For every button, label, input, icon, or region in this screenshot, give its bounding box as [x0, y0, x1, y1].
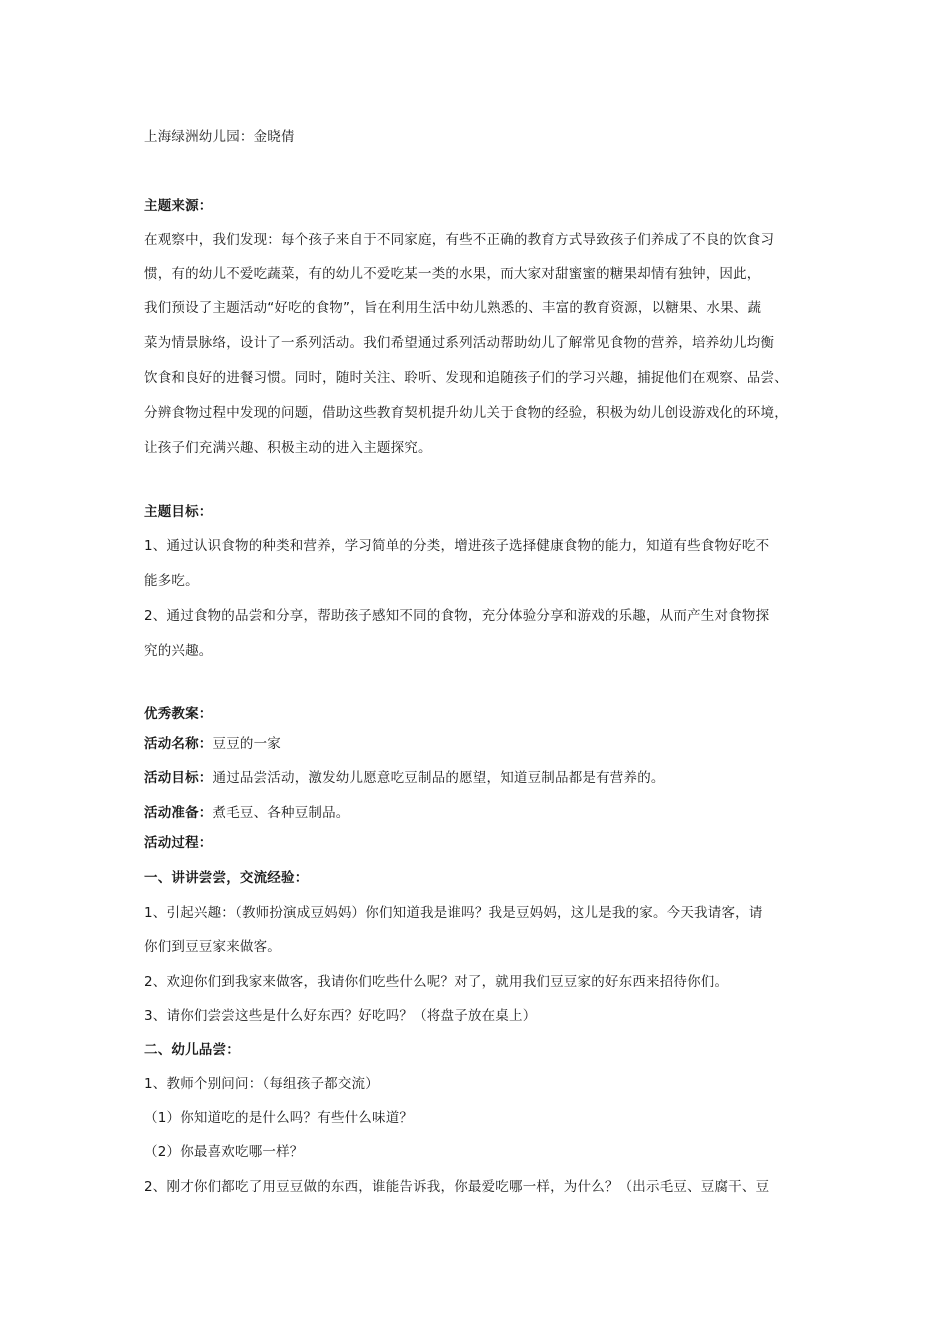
source-line: 让孩子们充满兴趣、积极主动的进入主题探究。 [144, 440, 432, 456]
source-line: 在观察中，我们发现：每个孩子来自于不同家庭，有些不正确的教育方式导致孩子们养成了不良的饮食习 [144, 232, 775, 248]
activity-prep-label: 活动准备： [144, 805, 213, 821]
step2-heading: 二、幼儿品尝： [144, 1042, 240, 1058]
goals-line: 1、通过认识食物的种类和营养，学习简单的分类，增进孩子选择健康食物的能力，知道有些食物好吃不 [144, 538, 770, 554]
activity-name-value: 豆豆的一家 [212, 736, 281, 752]
activity-goal-label: 活动目标： [144, 770, 213, 786]
activity-name [144, 734, 281, 754]
source-line: 饮食和良好的进餐习惯。同时，随时关注、聆听、发现和追随孩子们的学习兴趣，捕捉他们在观察、品尝、 [144, 370, 788, 386]
step1-line: 2、欢迎你们到我家来做客，我请你们吃些什么呢？对了，就用我们豆豆家的好东西来招待你们。 [144, 974, 729, 990]
source-line: 菜为情景脉络，设计了一系列活动。我们希望通过系列活动帮助幼儿了解常见食物的营养，培养幼儿均衡 [144, 335, 775, 351]
step2-line: （1）你知道吃的是什么吗？有些什么味道？ [144, 1110, 414, 1126]
source-line: 我们预设了主题活动“好吃的食物”，旨在利用生活中幼儿熟悉的、丰富的教育资源，以糖果、水果、蔬 [144, 300, 762, 316]
step2-line: 1、教师个别问问：（每组孩子都交流） [144, 1076, 379, 1092]
goals-line: 2、通过食物的品尝和分享，帮助孩子感知不同的食物，充分体验分享和游戏的乐趣，从而产生对食物探 [144, 608, 770, 624]
step1-heading: 一、讲讲尝尝，交流经验： [144, 870, 309, 886]
source-line: 惯，有的幼儿不爱吃蔬菜，有的幼儿不爱吃某一类的水果，而大家对甜蜜蜜的糖果却情有独钟，因此， [144, 266, 761, 282]
source-heading: 主题来源： [144, 198, 213, 214]
author-line: 上海绿洲幼儿园：金晓倩 [144, 129, 295, 145]
goals-line: 究的兴趣。 [144, 643, 213, 659]
step2-line: 2、刚才你们都吃了用豆豆做的东西，谁能告诉我，你最爱吃哪一样，为什么？（出示毛豆、豆腐干、豆 [144, 1179, 770, 1195]
source-line: 分辨食物过程中发现的问题，借助这些教育契机提升幼儿关于食物的经验，积极为幼儿创设游戏化的环境， [144, 405, 788, 421]
activity-prep-value: 煮毛豆、各种豆制品。 [212, 805, 350, 821]
activity-goal [144, 768, 665, 788]
activity-name-label: 活动名称： [144, 736, 213, 752]
step2-line: （2）你最喜欢吃哪一样？ [144, 1144, 304, 1160]
activity-process-label: 活动过程： [144, 835, 213, 851]
activity-prep [144, 803, 350, 823]
goals-line: 能多吃。 [144, 573, 199, 589]
goals-heading: 主题目标： [144, 504, 213, 520]
lesson-heading: 优秀教案： [144, 706, 213, 722]
activity-goal-value: 通过品尝活动，激发幼儿愿意吃豆制品的愿望，知道豆制品都是有营养的。 [212, 770, 665, 786]
step1-line: 3、请你们尝尝这些是什么好东西？好吃吗？（将盘子放在桌上） [144, 1008, 537, 1024]
step1-line: 你们到豆豆家来做客。 [144, 939, 281, 955]
step1-line: 1、引起兴趣：（教师扮演成豆妈妈）你们知道我是谁吗？我是豆妈妈，这儿是我的家。今天我请客，请 [144, 905, 763, 921]
